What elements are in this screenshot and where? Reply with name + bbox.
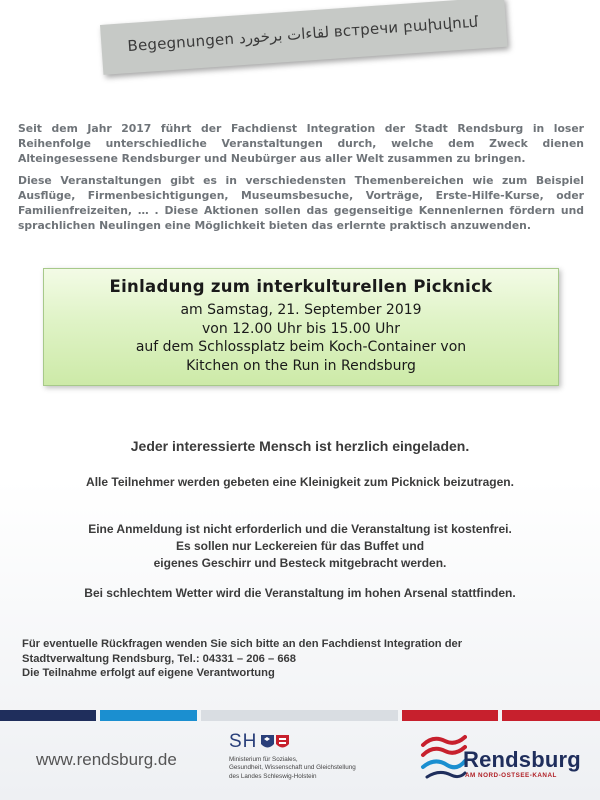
contact-line-1: Für eventuelle Rückfragen wenden Sie sich bitte an den Fachdienst Integration der [22, 638, 463, 650]
contribute-text: Alle Teilnehmer werden gebeten eine Kleinigkeit zum Picknick beizutragen. [86, 475, 514, 489]
intro-paragraph-2: Diese Veranstaltungen gibt es in verschiedensten Themenbereichen wie zum Beispiel Ausflüge, Firmenbesichtigungen, Museumsbesuche, Vorträge, Erste-Hilfe-Kurse, oder Familienfreizeiten, … . Diese Aktionen sollen das gegenseitige Kennenlernen fördern und sprachlichen Neulingen eine Möglichkeit bieten das erlernte praktisch anzuwenden. [18, 174, 584, 232]
coat-of-arms-icon [259, 732, 293, 752]
rendsburg-logo [419, 729, 589, 784]
contact-block [22, 637, 462, 681]
invitation-title: Einladung zum interkulturellen Picknick [109, 277, 493, 296]
invitation-time: von 12.00 Uhr bis 15.00 Uhr [202, 320, 400, 337]
contact-line-3: Die Teilnahme erfolgt auf eigene Verantwortung [22, 667, 275, 679]
website-link[interactable]: www.rendsburg.de [36, 750, 177, 769]
ministry-mark: SH [229, 731, 258, 752]
color-stripe-1 [0, 710, 96, 721]
intro-paragraph-1: Seit dem Jahr 2017 führt der Fachdienst Integration der Stadt Rendsburg in loser Reihenfolge unterschiedliche Veranstaltungen durch, welche dem Zweck dienen Alteingesessene Rendsburger und Neubürger aus aller Welt zusammen zu bringen. [18, 122, 584, 165]
registration-line-2: Es sollen nur Leckereien für das Buffet und [175, 539, 425, 553]
invitation-box [43, 268, 559, 386]
registration-block [0, 521, 600, 572]
rendsburg-logo-subtitle: AM NORD-OSTSEE-KANAL [465, 772, 557, 779]
ministry-line-1: Ministerium für Soziales, [229, 756, 298, 763]
ministry-line-2: Gesundheit, Wissenschaft und Gleichstellung [229, 764, 356, 772]
ministry-logo [229, 731, 389, 781]
color-stripe-3 [201, 710, 398, 721]
color-stripe-5 [502, 710, 600, 721]
banner-text: Begegnungen لقاءات برخورد встречи բախվում [126, 12, 479, 56]
weather-text: Bei schlechtem Wetter wird die Veranstaltung im hohen Arsenal stattfinden. [84, 586, 516, 600]
invitation-date: am Samstag, 21. September 2019 [180, 302, 422, 318]
color-stripe-2 [100, 710, 197, 721]
invitation-location-2: Kitchen on the Run in Rendsburg [186, 357, 416, 374]
contact-line-2: Stadtverwaltung Rendsburg, Tel.: 04331 – 206 – 668 [22, 652, 296, 665]
ministry-line-3: des Landes Schleswig-Holstein [229, 772, 317, 780]
rendsburg-wave-icon [419, 729, 467, 784]
rendsburg-logo-name: Rendsburg [463, 747, 581, 772]
registration-line-3: eigenes Geschirr und Besteck mitgebracht werden. [153, 556, 447, 570]
color-stripe-4 [402, 710, 498, 721]
invitation-location-1: auf dem Schlossplatz beim Koch-Container von [135, 339, 467, 355]
greeting-banner [100, 0, 508, 75]
welcome-text: Jeder interessierte Mensch ist herzlich eingeladen. [130, 438, 470, 454]
registration-line-1: Eine Anmeldung ist nicht erforderlich und die Veranstaltung ist kostenfrei. [88, 522, 512, 536]
